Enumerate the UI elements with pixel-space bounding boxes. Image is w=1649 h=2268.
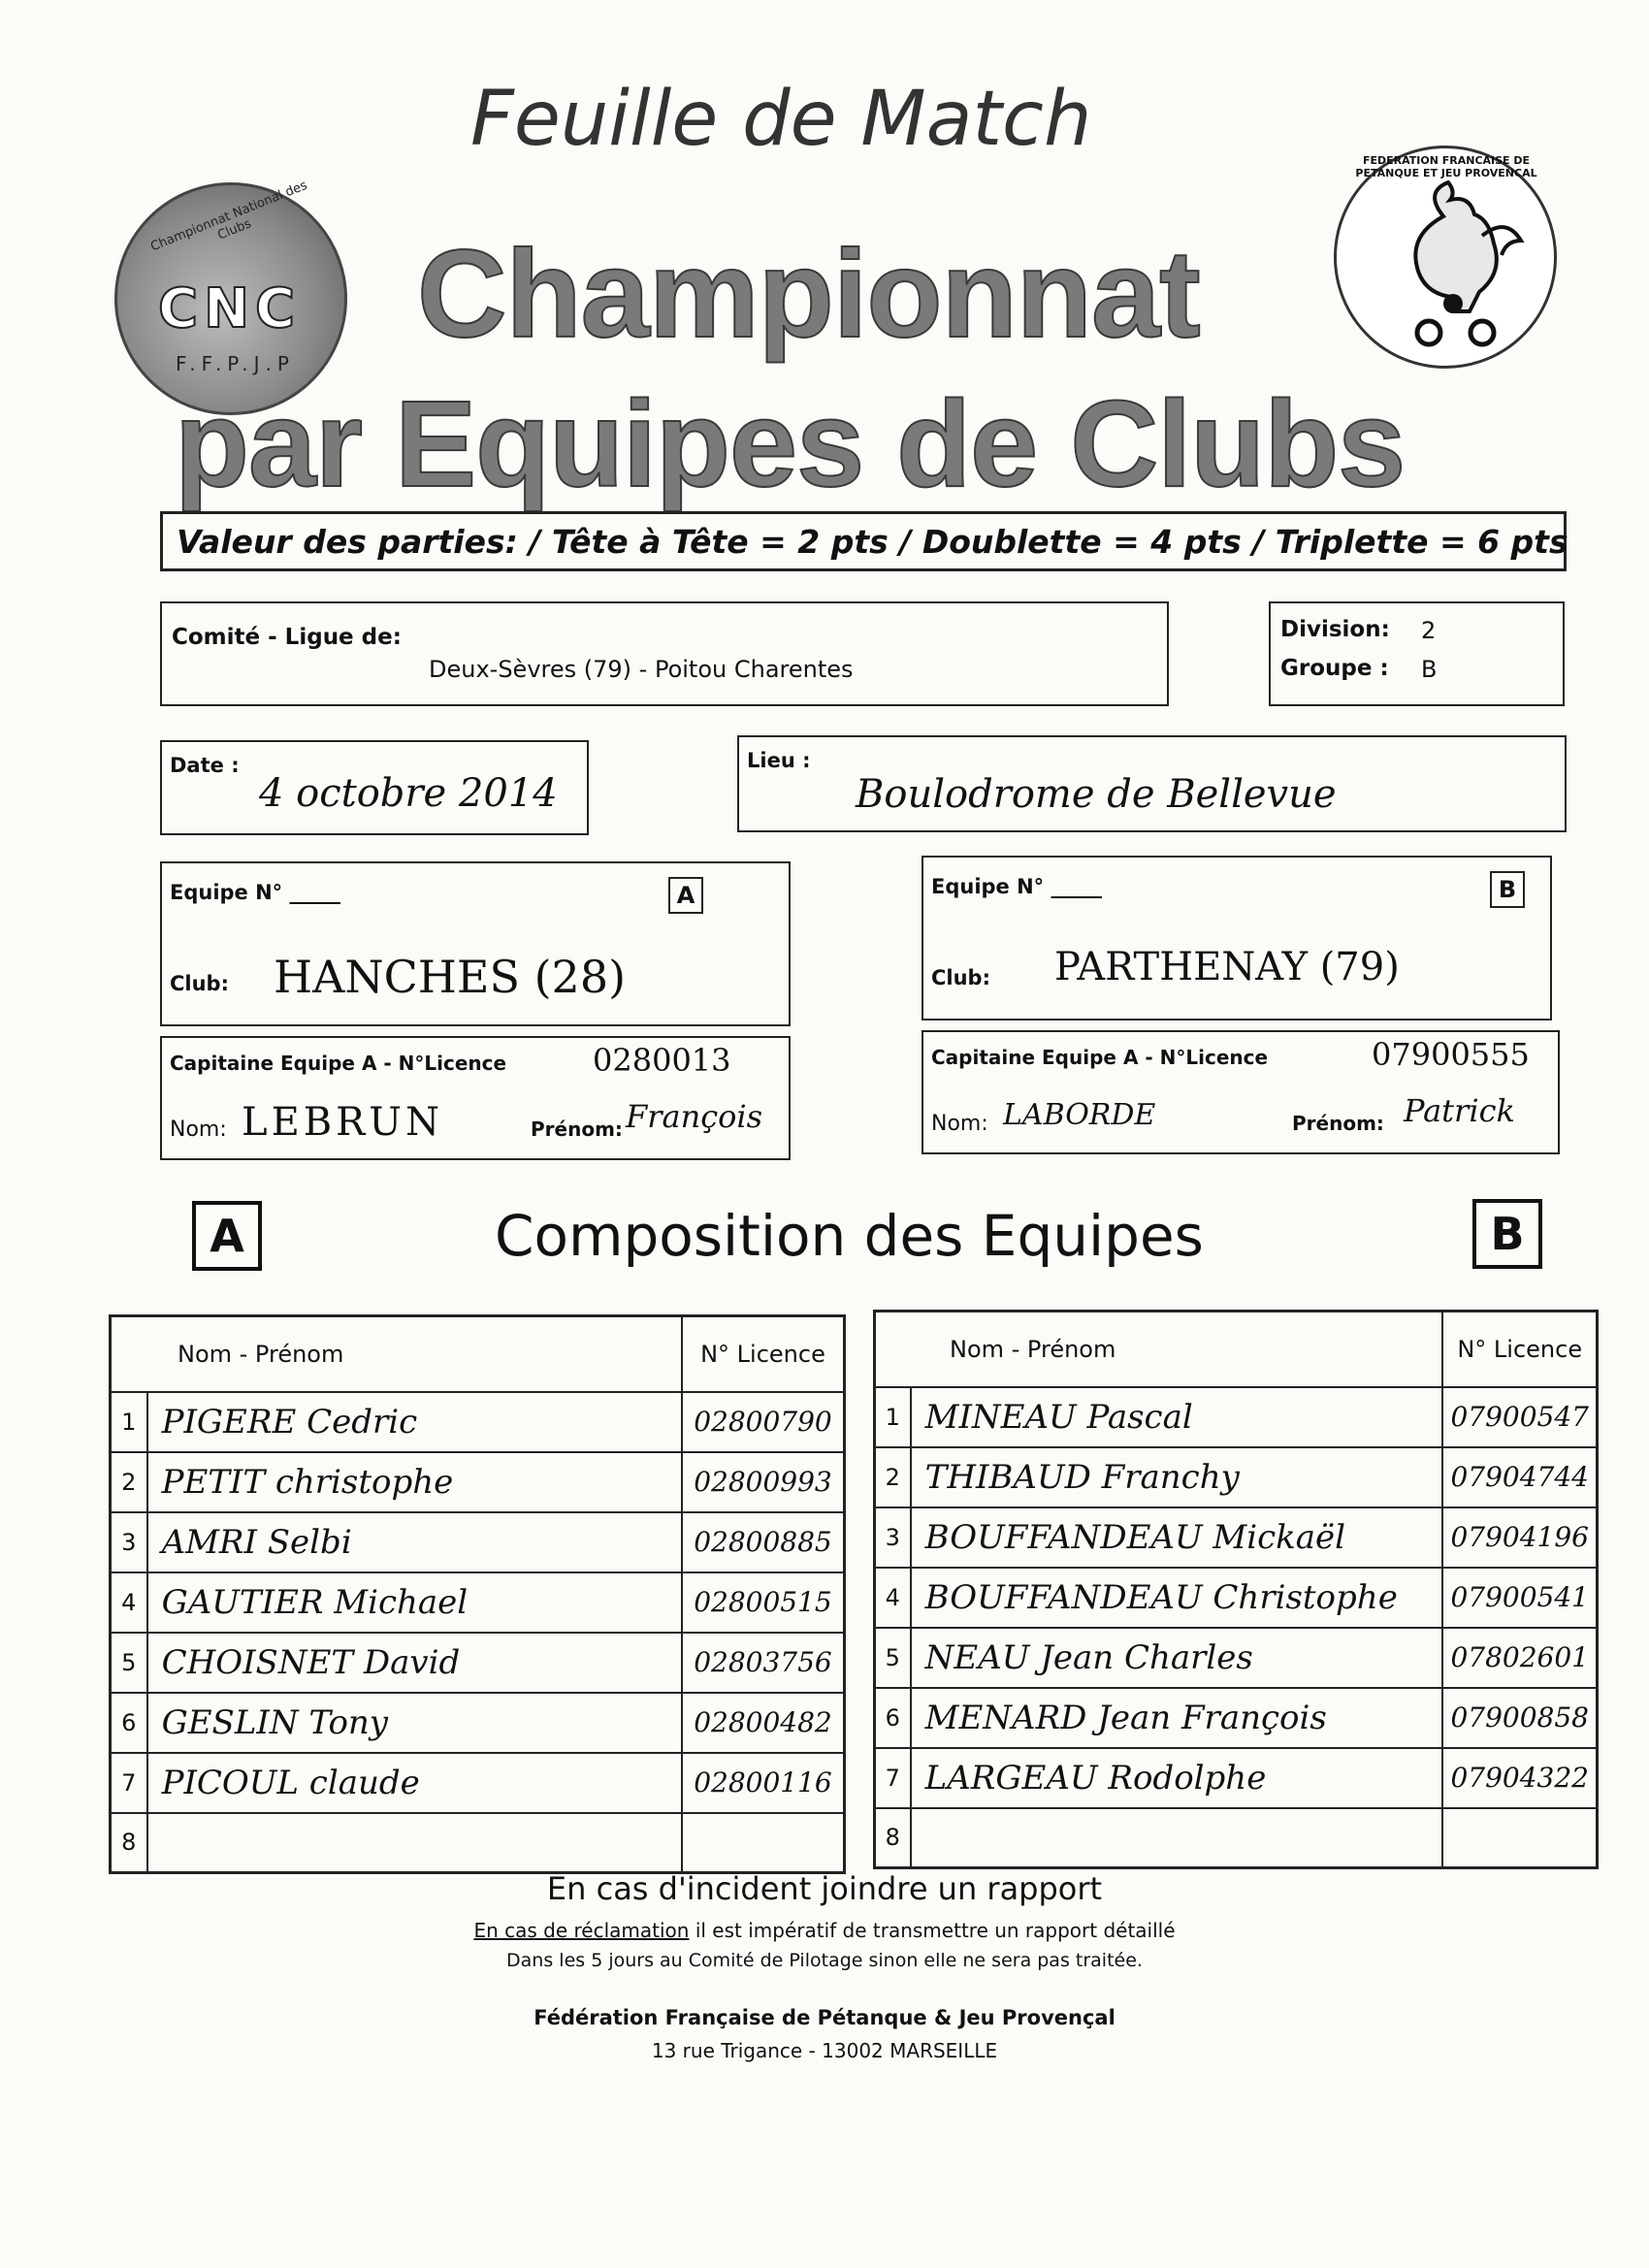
roster-a-player-licence: 02800885 <box>682 1512 845 1572</box>
roster-a-row-number: 1 <box>111 1392 147 1452</box>
roster-b-row-number: 7 <box>875 1748 911 1808</box>
roster-a-player-licence: 02800993 <box>682 1452 845 1512</box>
roster-b-row <box>875 1808 1598 1868</box>
roster-a-licence-header: N° Licence <box>682 1316 845 1392</box>
roster-a-row-number: 4 <box>111 1572 147 1633</box>
federation-address: 13 rue Trigance - 13002 MARSEILLE <box>651 2039 998 2062</box>
federation-name: Fédération Française de Pétanque & Jeu Provençal <box>534 2006 1116 2029</box>
roster-b-row <box>875 1748 1598 1808</box>
roster-b-player-licence: 07802601 <box>1442 1628 1597 1688</box>
roster-a-row-number: 5 <box>111 1633 147 1693</box>
team-b-nom-label: Nom: <box>931 1112 988 1136</box>
roster-b-row-number: 1 <box>875 1387 911 1447</box>
roster-b-player-name: BOUFFANDEAU Mickaël <box>911 1507 1443 1568</box>
date-value: 4 octobre 2014 <box>259 771 558 816</box>
roster-b-name-header: Nom - Prénom <box>875 1312 1443 1387</box>
team-a-letter: A <box>668 877 703 914</box>
composition-letter-b: B <box>1472 1199 1542 1269</box>
roster-a-row-number: 6 <box>111 1693 147 1753</box>
valeur-text: Valeur des parties: / Tête à Tête = 2 pts / Doublette = 4 pts / Triplette = 6 pts <box>177 522 1568 561</box>
team-b-prenom-value: Patrick <box>1404 1092 1515 1129</box>
roster-a-row <box>111 1572 845 1633</box>
roster-a-row-number: 3 <box>111 1512 147 1572</box>
heading-par-equipes: par Equipes de Clubs <box>175 375 1406 512</box>
division-box <box>1269 601 1565 706</box>
team-b-prenom-label: Prénom: <box>1292 1112 1384 1135</box>
roster-b-row <box>875 1387 1598 1447</box>
roster-a-player-name: PETIT christophe <box>147 1452 682 1512</box>
team-b-captain-box <box>922 1030 1560 1154</box>
team-b-captain-licence: 07900555 <box>1372 1036 1530 1073</box>
cnc-logo-ring-text: Championnat National des Clubs <box>148 178 310 255</box>
roster-a-player-licence: 02800515 <box>682 1572 845 1633</box>
ffpjp-logo <box>1334 146 1557 369</box>
groupe-value: B <box>1421 656 1438 683</box>
roster-b-player-name: BOUFFANDEAU Christophe <box>911 1568 1443 1628</box>
delai-note: Dans les 5 jours au Comité de Pilotage sinon elle ne sera pas traitée. <box>506 1950 1143 1971</box>
roster-a-player-name: AMRI Selbi <box>147 1512 682 1572</box>
roster-b-row-number: 5 <box>875 1628 911 1688</box>
roster-a-row <box>111 1512 845 1572</box>
roster-a-player-name <box>147 1813 682 1873</box>
roster-a-player-licence <box>682 1813 845 1873</box>
roster-b-player-licence: 07904744 <box>1442 1447 1597 1507</box>
roster-a-player-licence: 02803756 <box>682 1633 845 1693</box>
roster-a-row <box>111 1693 845 1753</box>
ffpjp-logo-ring-text: FEDERATION FRANCAISE DE PETANQUE ET JEU PROVENCAL <box>1355 154 1537 179</box>
roster-b-row-number: 8 <box>875 1808 911 1868</box>
roster-a-table <box>109 1314 846 1874</box>
roster-a-player-licence: 02800790 <box>682 1392 845 1452</box>
roster-b-player-name: NEAU Jean Charles <box>911 1628 1443 1688</box>
team-a-club-label: Club: <box>170 972 229 995</box>
heading-championnat: Championnat <box>417 225 1200 364</box>
roster-b-row-number: 6 <box>875 1688 911 1748</box>
roster-a-player-name: PICOUL claude <box>147 1753 682 1813</box>
roster-b-player-licence: 07900547 <box>1442 1387 1597 1447</box>
composition-letter-a: A <box>192 1201 262 1271</box>
roster-b-table <box>873 1310 1599 1869</box>
comite-box <box>160 601 1169 706</box>
team-b-club-value: PARTHENAY (79) <box>1054 945 1400 989</box>
rooster-icon <box>1337 148 1554 366</box>
team-a-prenom-value: François <box>626 1098 763 1135</box>
roster-b-row <box>875 1568 1598 1628</box>
composition-title: Composition des Equipes <box>495 1203 1204 1269</box>
team-b-box <box>922 856 1552 1021</box>
roster-b-player-name: MENARD Jean François <box>911 1688 1443 1748</box>
roster-b-row-number: 4 <box>875 1568 911 1628</box>
cnc-logo-text: CNC <box>158 277 302 340</box>
roster-b-player-licence <box>1442 1808 1597 1868</box>
valeur-banner <box>160 511 1567 571</box>
team-a-captain-label: Capitaine Equipe A - N°Licence <box>170 1052 507 1075</box>
roster-b-player-licence: 07900541 <box>1442 1568 1597 1628</box>
roster-b-licence-header: N° Licence <box>1442 1312 1597 1387</box>
team-a-prenom-label: Prénom: <box>531 1118 623 1141</box>
date-label: Date : <box>170 754 240 777</box>
team-b-nom-value: LABORDE <box>1003 1098 1156 1132</box>
team-a-box <box>160 861 791 1026</box>
groupe-label: Groupe : <box>1280 656 1389 681</box>
date-box <box>160 740 589 835</box>
roster-a-player-licence: 02800482 <box>682 1693 845 1753</box>
roster-b-header <box>875 1312 1598 1387</box>
roster-b-player-name: LARGEAU Rodolphe <box>911 1748 1443 1808</box>
cnc-logo-sub: F.F.P.J.P <box>176 352 295 375</box>
roster-a-row <box>111 1753 845 1813</box>
roster-a-row-number: 2 <box>111 1452 147 1512</box>
roster-b-player-licence: 07904322 <box>1442 1748 1597 1808</box>
roster-a-player-name: PIGERE Cedric <box>147 1392 682 1452</box>
team-a-club-value: HANCHES (28) <box>274 951 627 1003</box>
division-value: 2 <box>1421 617 1437 644</box>
reclamation-underlined: En cas de réclamation <box>473 1919 690 1942</box>
team-a-captain-licence: 0280013 <box>593 1042 731 1079</box>
roster-b-player-licence: 07904196 <box>1442 1507 1597 1568</box>
roster-a-player-name: GAUTIER Michael <box>147 1572 682 1633</box>
comite-value: Deux-Sèvres (79) - Poitou Charentes <box>429 656 854 683</box>
roster-b-row <box>875 1628 1598 1688</box>
roster-a-row <box>111 1392 845 1452</box>
roster-b-player-licence: 07900858 <box>1442 1688 1597 1748</box>
roster-a-player-name: GESLIN Tony <box>147 1693 682 1753</box>
roster-b-row <box>875 1688 1598 1748</box>
team-b-letter: B <box>1490 871 1525 908</box>
lieu-label: Lieu : <box>747 749 811 772</box>
team-b-captain-label: Capitaine Equipe A - N°Licence <box>931 1046 1269 1069</box>
roster-b-player-name: MINEAU Pascal <box>911 1387 1443 1447</box>
team-a-equipe-label: Equipe N° _____ <box>170 881 340 904</box>
team-b-club-label: Club: <box>931 966 990 989</box>
team-b-equipe-label: Equipe N° _____ <box>931 875 1102 898</box>
roster-a-player-licence: 02800116 <box>682 1753 845 1813</box>
roster-a-player-name: CHOISNET David <box>147 1633 682 1693</box>
team-a-nom-label: Nom: <box>170 1118 227 1142</box>
roster-b-row-number: 3 <box>875 1507 911 1568</box>
roster-a-header <box>111 1316 845 1392</box>
roster-a-row <box>111 1813 845 1873</box>
lieu-box <box>737 735 1567 832</box>
page-title: Feuille de Match <box>470 76 1092 163</box>
roster-b-player-name: THIBAUD Franchy <box>911 1447 1443 1507</box>
roster-b-player-name <box>911 1808 1443 1868</box>
division-label: Division: <box>1280 617 1390 642</box>
roster-b-row <box>875 1447 1598 1507</box>
roster-a-row <box>111 1633 845 1693</box>
roster-a-row-number: 8 <box>111 1813 147 1873</box>
reclamation-note <box>0 1919 1649 1942</box>
roster-a-name-header: Nom - Prénom <box>111 1316 682 1392</box>
incident-note: En cas d'incident joindre un rapport <box>546 1870 1103 1907</box>
roster-b-row <box>875 1507 1598 1568</box>
roster-a-row-number: 7 <box>111 1753 147 1813</box>
lieu-value: Boulodrome de Bellevue <box>856 772 1337 817</box>
comite-label: Comité - Ligue de: <box>172 625 402 650</box>
team-a-nom-value: LEBRUN <box>242 1100 443 1145</box>
roster-b-row-number: 2 <box>875 1447 911 1507</box>
reclamation-rest: il est impératif de transmettre un rapport détaillé <box>689 1919 1176 1942</box>
team-a-captain-box <box>160 1036 791 1160</box>
roster-a-row <box>111 1452 845 1512</box>
